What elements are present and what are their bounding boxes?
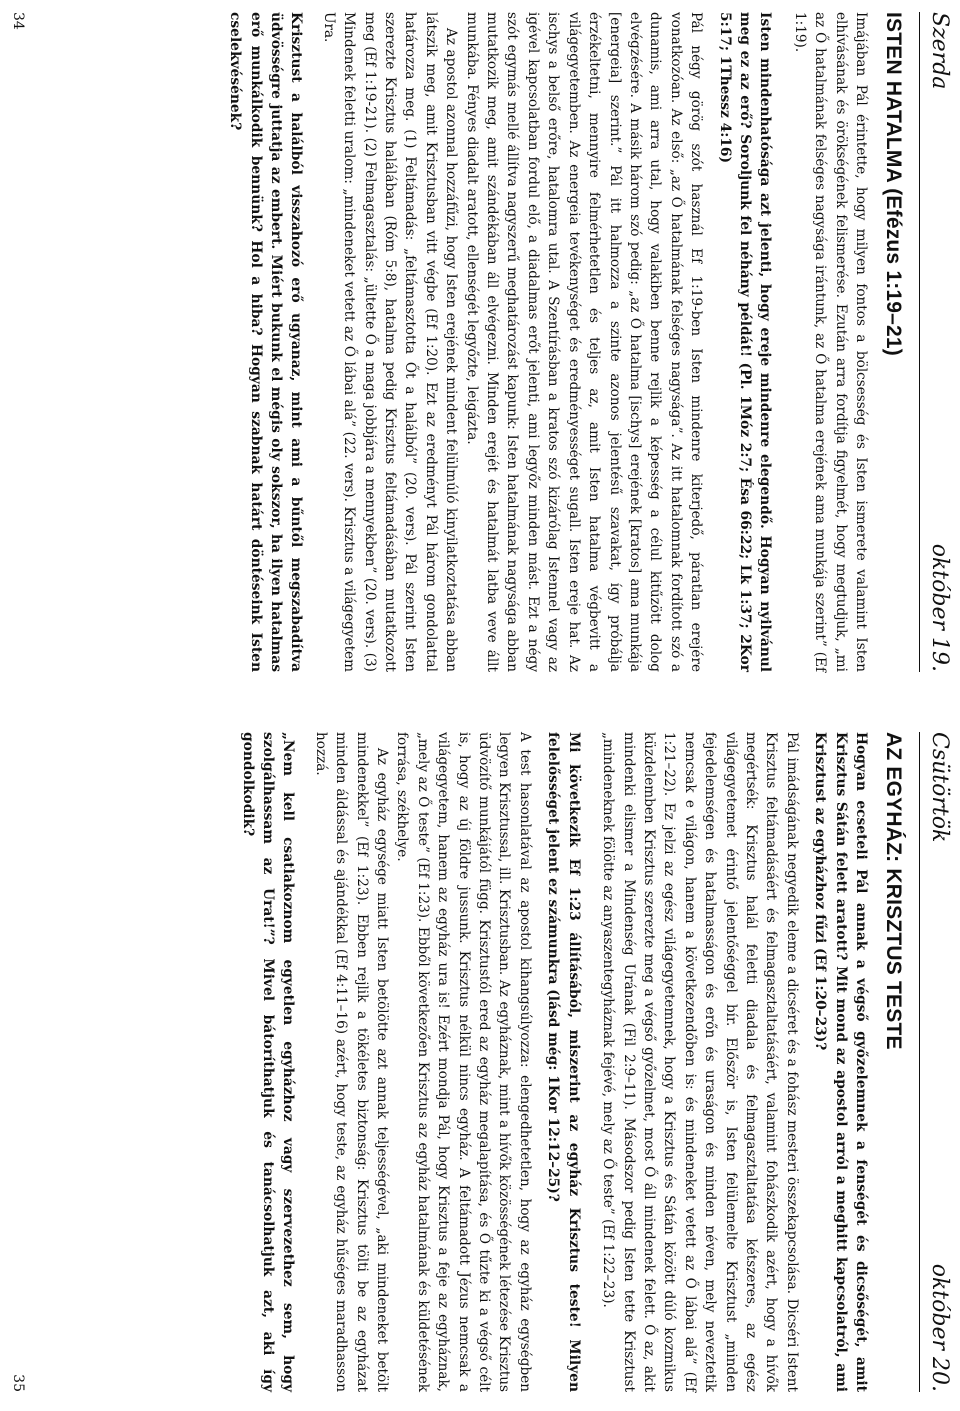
body-paragraph: A test hasonlatával az apostol kihangsúlyozza: elengedhetetlen, hogy az egyház egységben legyen Krisztussal, ill. Krisztusban. Az egyháznak, mint a hívők közösségének létezése Krisztus üdvözítő munkájától függ. Krisztustól ered az egyház megalapítása, és Ő tűzte ki a végső célt is, hogy az új földre jussunk. Krisztus nélkül nincs egyház. A feltámadott Jézus nemcsak a világegyetem, hanem az egyház ura is! Ezért mondja Pál, hogy Krisztus a feje az egyháznak, „mely az Ő teste” (Ef 1:23). Ebből következően Krisztus az egyház hatalmának és küldetésének forrása, székhelye. xyxy=(394,732,533,1392)
study-question: Isten mindenhatósága azt jelenti, hogy ereje mindenre elegendő. Hogyan nyilvánul meg ez az erő? Soroljunk fel néhány példát! (Pl. 1Móz 2:7; Ésa 66:22; Lk 1:37; 2Kor 5:17; 1Thessz 4:16) xyxy=(716,12,774,672)
lesson-body xyxy=(237,732,871,1392)
page-number: 34 xyxy=(10,12,26,30)
study-question: Mi következik Ef 1:23 állításából, miszerint az egyház Krisztus teste! Milyen felelősséget jelent ez számunkra (lásd még: 1Kor 12:12–25)? xyxy=(545,732,582,1392)
reflection-question: Krisztust a halálból visszahozó erő ugyanaz, mint ami a bűntől megszabadítva üdvösségre juttatja az embert. Miért bukunk el mégis oly sokszor, ha ilyen hatalmas erő munkálkodik bennünk? Hol a hiba? Hogyan szabnak határt döntéseink Isten cselekvésének? xyxy=(227,12,305,672)
date-label: október 19. xyxy=(927,543,952,672)
page-number: 35 xyxy=(10,1374,26,1392)
left-page xyxy=(8,12,952,672)
body-paragraph: Az apostol azonnal hozzáfűzi, hogy Isten erejének mindent felülmúló kinyilatkoztatása abban látszik meg, amit Krisztusban vitt végbe (Ef 1:20). Ezt az eredményt Pál három gondolattal határozza meg. (1) Feltámadás: „feltámasztotta Őt a halálból” (20. vers). Pál szerint Isten szerezte Krisztus halálában (Róm 5:8), hatalma pedig Krisztus feltámadásában mutatkozott meg (Ef 1:19-21). (2) Felmagasztalás: „ültette Ő a maga jobbjára a mennyekben” (20. vers). (3) Mindenek feletti uralom: „mindeneket vetett az Ő lábai alá” (22. vers). Krisztus a világegyetem Ura. xyxy=(320,12,460,672)
running-head xyxy=(919,732,952,1392)
reflection-question: „Nem kell csatlakoznom egyetlen egyházhoz vagy szervezethez sem, hogy szolgálhassam az Urat!”? Mivel bátoríthatjuk és tanácsolhatjuk azt, aki így gondolkodik? xyxy=(239,732,297,1392)
lesson-body xyxy=(225,12,871,672)
body-paragraph: Pál imádságának negyedik eleme a dicséret és a fohász mesteri összekapcsolása. Dicséri Istent Krisztus feltámadásáért és felmagasztaltatásáért, valamint fohászkodik azért, hogy a hívők megértsék: Krisztus halál feletti diadala és felmagasztaltatása kétszeres, az egész világegyetemet érintő jelentőséggel bír. Először is, Isten felülemelte Krisztust „minden fejedelemségen és hatalmasságon és erőn és uraságon és minden néven, mely neveztetik nemcsak e világon, hanem a következendőben is: és mindeneket vetett az Ő lábai alá” (Ef 1:21–22). Ez jelzi az egész világegyetemnek, hogy a Krisztus és Sátán között dúló kozmikus küzdelemben Krisztus szerezte meg a végső győzelmet, most Ő áll mindenek felett. Ő az, akit mindenki elismer a Mindenség Urának (Fil 2:9–11). Másodszor pedig Isten tette Krisztust „mindeneknek fölötte az anyaszentegyháznak fejévé, mely az Ő teste” (Ef 1:22–23). xyxy=(600,732,800,1392)
day-label: Szerda xyxy=(927,12,952,90)
day-label: Csütörtök xyxy=(927,732,952,843)
lesson-title: AZ EGYHÁZ: KRISZTUS TESTE xyxy=(882,732,905,1050)
lesson-title: ISTEN HATALMA (Efézus 1:19–21) xyxy=(882,12,905,356)
body-paragraph: Az egyház egysége miatt Isten betölötte azt annak teljességével, „aki mindeneket betölt mindenekkel” (Ef 1:23). Ebben rejlik a tökéletes biztonság: Krisztus tölti be az egyházat minden áldással és ajándékkal (Ef 4:11–16) azért, hogy teste, az egyház hűséges maradhasson hozzá. xyxy=(312,732,391,1392)
right-page xyxy=(8,732,952,1392)
study-question: Hogyan ecseteli Pál annak a végső győzelemnek a fenségét és dicsőségét, amit Krisztus Sátán felett aratott? Mit mond az apostol arról a meghitt kapcsolatról, ami Krisztust az egyházhoz fűzi (Ef 1:20–23)? xyxy=(812,732,869,1392)
intro-paragraph: Imájában Pál érintette, hogy milyen fontos a bölcsesség és Isten ismerete valamint Isten elhívásának és örökségének felismerése. Ezután arra fordítja figyelmét, hogy megtudjuk, „mi az Ő hatalmának felséges nagysága irántunk, az Ő hatalma erejének ama munkája szerint” (Ef 1:19). xyxy=(791,12,869,672)
date-label: október 20. xyxy=(927,1263,952,1392)
body-paragraph: Pál négy görög szót használ Ef 1:19-ben Isten mindenre kiterjedő, páratlan erejére vonatkozóan. Az első: „az Ő hatalmának felséges nagysága”. Az itt hatalomnak fordított szó a dunamis, ami arra utal, hogy valakiben benne rejlik a képesség a célul kitűzött dolog elvégzésére. A másik három szó pedig: „az Ő hatalma [ischys] erejének [kratos] ama munkája [energeia] szerint.” Pál itt halmozza a szinte azonos jelentésű szavakat, így próbálja érzékeltetni, mennyire felmérhetetlen és teljes az, amit Isten hatalma végbevitt a világegyetemben. Az energeia tevékenységet és eredményességet sugall. Isten ereje hat. Az ischys a belső erőre, hatalomra utal. A Szentírásban a kratos szó kizárólag Istennel vagy az igével kapcsolatban fordul elő, a diadalmas erőt jelenti, ami legyőz minden mást. Ezt a négy szót egymás mellé állítva nagyszerű meghatározást kapunk: Isten hatalmának nagysága abban mutatkozik meg, amit szándékában áll elvégezni. Minden erejét és hatalmát latba veve állt munkába. Fényes diadalt aratott, ellenségét legyőzte, leigázta. xyxy=(463,12,705,672)
running-head xyxy=(919,12,952,672)
